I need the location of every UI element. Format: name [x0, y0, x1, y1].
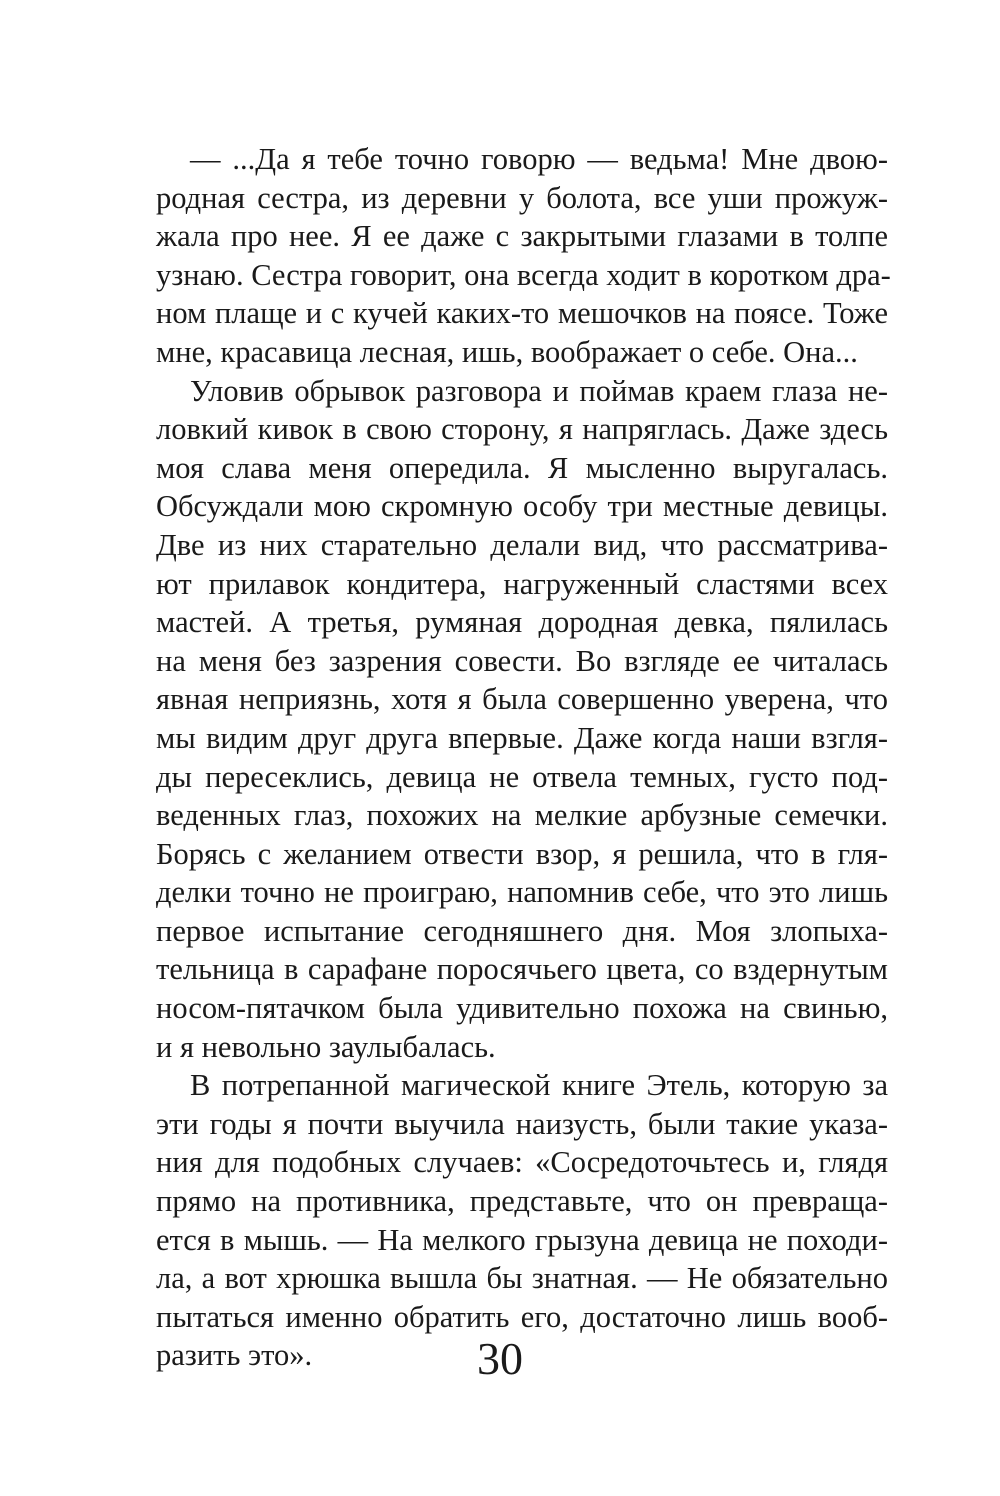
paragraph-2-line-3: моя слава меня опередила. Я мысленно выругалась.: [156, 450, 888, 485]
paragraph-2-line-17: носом-пятачком была удивительно похожа на свинью,: [156, 991, 888, 1026]
paragraph-1-line-3: жала про нее. Я ее даже с закрытыми глазами в толпе: [156, 219, 888, 254]
paragraph-2-line-11: ды пересеклись, девица не отвела темных, густо под-: [156, 759, 888, 794]
paragraph-2-line-18: и я невольно заулыбалась.: [156, 1029, 496, 1064]
paragraph-3-line-2: эти годы я почти выучила наизусть, были такие указа-: [156, 1106, 888, 1141]
paragraph-3-line-6: ла, а вот хрюшка вышла бы знатная. — Не обязательно: [156, 1261, 888, 1296]
paragraph-1-line-5: ном плаще и с кучей каких-то мешочков на поясе. Тоже: [156, 296, 888, 331]
paragraph-2-line-16: тельница в сарафане поросячьего цвета, со вздернутым: [156, 952, 888, 987]
paragraph-2-line-8: на меня без зазрения совести. Во взгляде ее читалась: [156, 643, 888, 678]
paragraph-2-line-15: первое испытание сегодняшнего дня. Моя злопыха-: [156, 913, 888, 948]
paragraph-3-line-7: пытаться именно обратить его, достаточно лишь вооб-: [156, 1299, 888, 1334]
paragraph-3-line-8: разить это».: [156, 1338, 313, 1373]
paragraph-2-line-7: мастей. А третья, румяная дородная девка, пялилась: [156, 605, 888, 640]
paragraph-2-line-9: явная неприязнь, хотя я была совершенно уверена, что: [156, 682, 888, 717]
paragraph-2-line-14: делки точно не проиграю, напомнив себе, что это лишь: [156, 875, 888, 910]
paragraph-2-line-5: Две из них старательно делали вид, что рассматрива-: [156, 527, 888, 562]
paragraph-2-line-6: ют прилавок кондитера, нагруженный сластями всех: [156, 566, 888, 601]
paragraph-2-line-12: веденных глаз, похожих на мелкие арбузные семечки.: [156, 798, 888, 833]
paragraph-1-line-2: родная сестра, из деревни у болота, все уши прожуж-: [156, 180, 888, 215]
paragraph-2-line-1: Уловив обрывок разговора и поймав краем глаза не-: [190, 373, 888, 408]
paragraph-3-line-4: прямо на противника, представьте, что он превраща-: [156, 1184, 888, 1219]
paragraph-1-line-4: узнаю. Сестра говорит, она всегда ходит в коротком дра-: [156, 257, 891, 292]
paragraph-2-line-10: мы видим друг друга впервые. Даже когда наши взгля-: [156, 720, 888, 755]
paragraph-2-line-2: ловкий кивок в свою сторону, я напряглась. Даже здесь: [156, 412, 888, 447]
paragraph-1-line-1: — ...Да я тебе точно говорю — ведьма! Мне двою-: [190, 142, 888, 176]
page-number: 30: [477, 1333, 523, 1384]
paragraph-2-line-4: Обсуждали мою скромную особу три местные девицы.: [156, 489, 888, 524]
paragraph-1-line-6: мне, красавица лесная, ишь, воображает о себе. Она...: [156, 334, 858, 369]
paragraph-2-line-13: Борясь с желанием отвести взор, я решила, что в гля-: [156, 836, 888, 871]
body-text: [156, 140, 891, 1375]
paragraph-3-line-5: ется в мышь. — На мелкого грызуна девица не походи-: [156, 1222, 888, 1257]
paragraph-3-line-1: В потрепанной магической книге Этель, которую за: [190, 1068, 888, 1103]
paragraph-3-line-3: ния для подобных случаев: «Сосредоточьтесь и, глядя: [156, 1145, 888, 1180]
